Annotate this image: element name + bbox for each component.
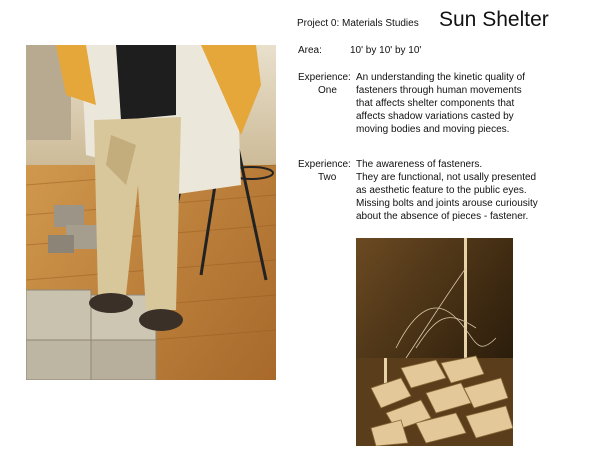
experience-one-sublabel: One [318,85,337,96]
text-line: moving bodies and moving pieces. [356,124,510,135]
experience-one-text [356,71,556,136]
text-line: about the absence of pieces - fastener. [356,211,529,222]
text-line: Missing bolts and joints arouse curiousity [356,198,538,209]
project-label: Project 0: Materials Studies [297,18,419,29]
text-line: They are functional, not usally presented [356,172,537,183]
photo-shelter-model [356,238,513,446]
text-line: that affects shelter components that [356,98,515,109]
experience-two-sublabel: Two [318,172,337,183]
text-line: affects shadow variations casted by [356,111,514,122]
text-line: as aesthetic feature to the public eyes. [356,185,527,196]
text-line: An understanding the kinetic quality of [356,72,525,83]
text-line: fasteners through human movements [356,85,522,96]
experience-two-text [356,158,566,223]
experience-two-label: Experience: [298,159,351,170]
text-line: The awareness of fasteners. [356,159,483,170]
area-label: Area: [298,45,322,56]
experience-one-label: Experience: [298,72,351,83]
page-title: Sun Shelter [439,8,549,31]
area-value: 10' by 10' by 10' [350,45,422,56]
photo-person-on-model [26,45,276,380]
